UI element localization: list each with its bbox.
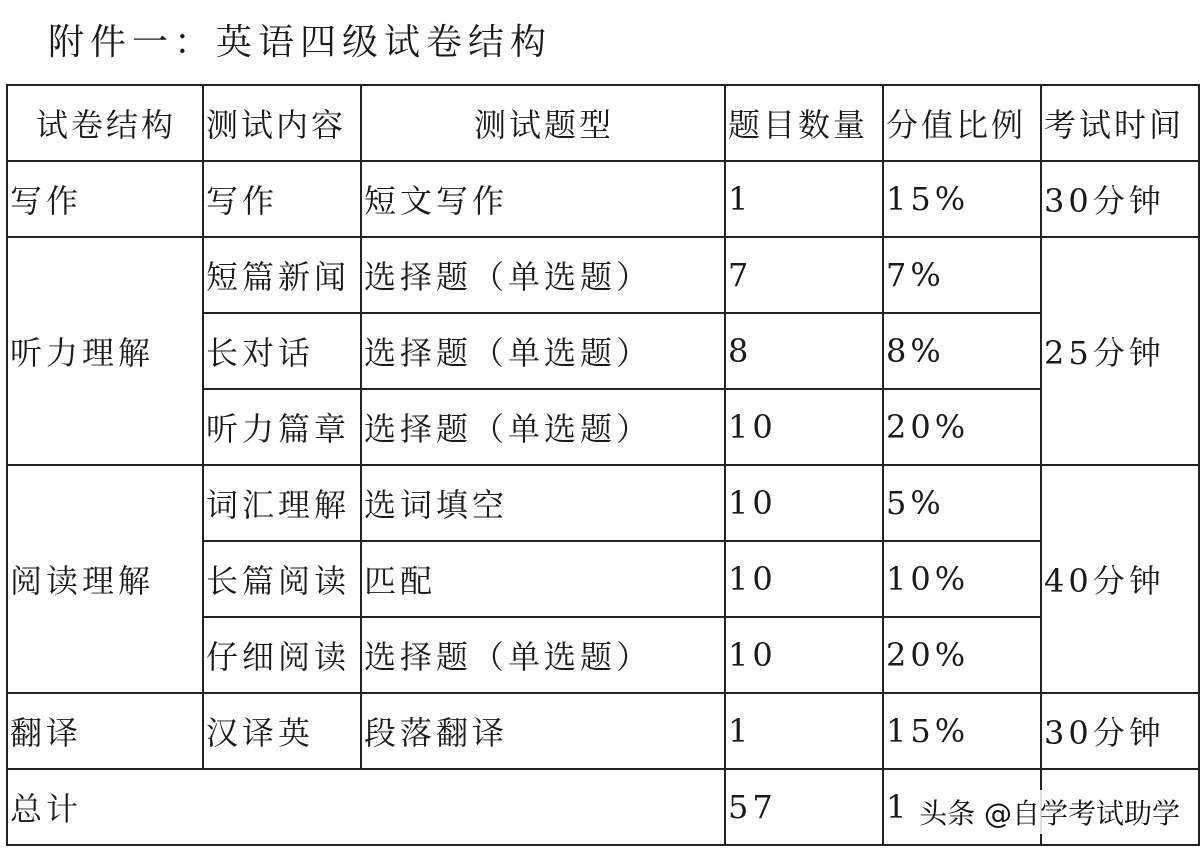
content-cell: 短篇新闻 — [203, 237, 361, 313]
count-cell: 10 — [725, 465, 883, 541]
total-ratio: 1 — [883, 769, 1041, 845]
ratio-cell: 8% — [883, 313, 1041, 389]
count-cell: 1 — [725, 161, 883, 237]
ratio-cell: 15% — [883, 693, 1041, 769]
watermark: 头条 @自学考试助学 — [913, 790, 1186, 834]
ratio-cell: 10% — [883, 541, 1041, 617]
ratio-cell: 15% — [883, 161, 1041, 237]
type-cell: 匹配 — [361, 541, 725, 617]
count-cell: 10 — [725, 617, 883, 693]
table-row — [7, 161, 1199, 237]
section-name: 听力理解 — [7, 237, 203, 465]
exam-structure-table — [6, 84, 1200, 846]
content-cell: 词汇理解 — [203, 465, 361, 541]
type-cell: 选择题（单选题） — [361, 313, 725, 389]
count-cell: 10 — [725, 541, 883, 617]
time-cell: 30分钟 — [1041, 693, 1199, 769]
header-row — [7, 85, 1199, 161]
type-cell: 选择题（单选题） — [361, 389, 725, 465]
count-cell: 7 — [725, 237, 883, 313]
page-title: 附件一：英语四级试卷结构 — [48, 22, 553, 63]
header-cell: 分值比例 — [883, 85, 1041, 161]
count-cell: 8 — [725, 313, 883, 389]
type-cell: 短文写作 — [361, 161, 725, 237]
ratio-cell: 7% — [883, 237, 1041, 313]
header-cell: 考试时间 — [1041, 85, 1199, 161]
count-cell: 1 — [725, 693, 883, 769]
header-cell: 题目数量 — [725, 85, 883, 161]
header-cell: 试卷结构 — [7, 85, 203, 161]
section-name: 翻译 — [7, 693, 203, 769]
ratio-cell: 5% — [883, 465, 1041, 541]
table-row — [7, 237, 1199, 313]
time-cell: 40分钟 — [1041, 465, 1199, 693]
table-row — [7, 465, 1199, 541]
ratio-cell: 20% — [883, 617, 1041, 693]
count-cell: 10 — [725, 389, 883, 465]
content-cell: 长对话 — [203, 313, 361, 389]
time-cell: 25分钟 — [1041, 237, 1199, 465]
content-cell: 听力篇章 — [203, 389, 361, 465]
time-cell: 30分钟 — [1041, 161, 1199, 237]
section-name: 阅读理解 — [7, 465, 203, 693]
ratio-cell: 20% — [883, 389, 1041, 465]
type-cell: 选词填空 — [361, 465, 725, 541]
content-cell: 仔细阅读 — [203, 617, 361, 693]
type-cell: 段落翻译 — [361, 693, 725, 769]
header-cell: 测试题型 — [361, 85, 725, 161]
total-count: 57 — [725, 769, 883, 845]
total-label: 总计 — [7, 769, 725, 845]
section-name: 写作 — [7, 161, 203, 237]
content-cell: 汉译英 — [203, 693, 361, 769]
content-cell: 写作 — [203, 161, 361, 237]
type-cell: 选择题（单选题） — [361, 237, 725, 313]
content-cell: 长篇阅读 — [203, 541, 361, 617]
table-row — [7, 693, 1199, 769]
type-cell: 选择题（单选题） — [361, 617, 725, 693]
header-cell: 测试内容 — [203, 85, 361, 161]
